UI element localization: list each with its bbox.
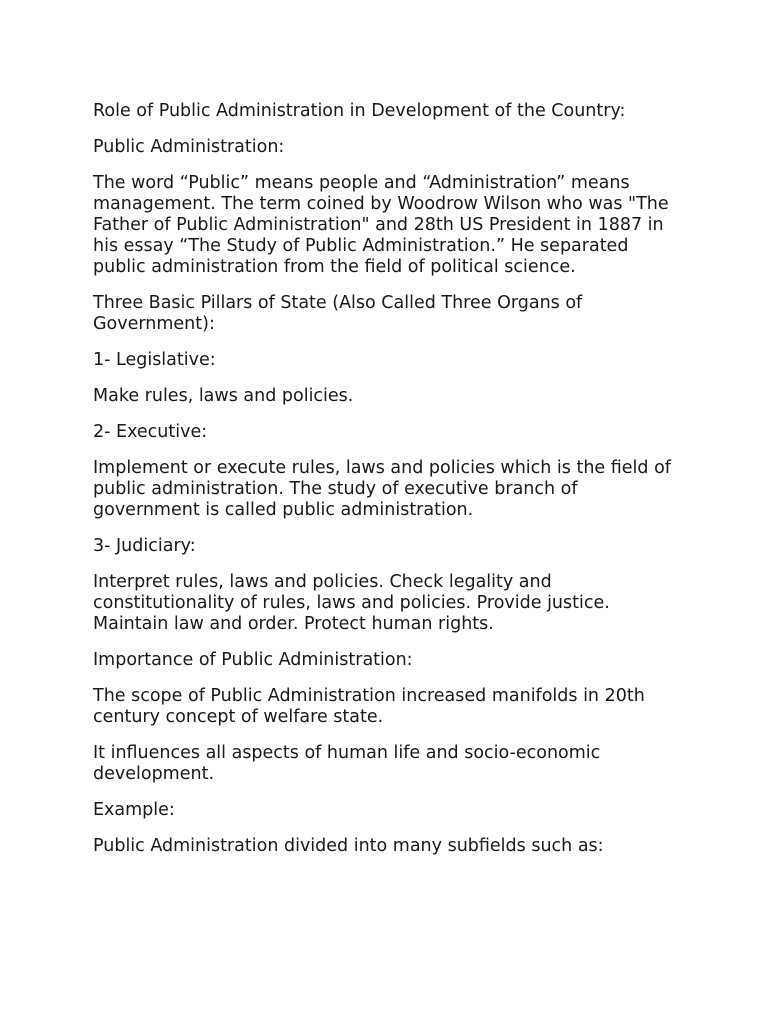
paragraph-judiciary: Interpret rules, laws and policies. Check legality and constitutionality of rules, laws and policies. Provide justice. Maintain law and order. Protect human rights. — [93, 572, 610, 634]
heading-judiciary: 3- Judiciary: — [93, 536, 196, 556]
paragraph-executive: Implement or execute rules, laws and policies which is the field of public administration. The study of executive branch of government is called public administration. — [93, 458, 671, 520]
heading-three-pillars: Three Basic Pillars of State (Also Called Three Organs of Government): — [93, 293, 583, 334]
paragraph-subfields: Public Administration divided into many subfields such as: — [93, 836, 604, 856]
heading-example: Example: — [93, 800, 175, 820]
document-title: Role of Public Administration in Development of the Country: — [93, 101, 626, 121]
heading-public-administration: Public Administration: — [93, 137, 285, 157]
paragraph-scope: The scope of Public Administration increased manifolds in 20th century concept of welfare state. — [93, 686, 645, 727]
heading-legislative: 1- Legislative: — [93, 350, 216, 370]
paragraph-definition: The word “Public” means people and “Administration” means management. The term coined by Woodrow Wilson who was "The Father of Public Administration" and 28th US President in 1887 in his essay “The Study of Public Administration.” He separated public administration from the field of political science. — [93, 173, 669, 277]
paragraph-legislative: Make rules, laws and policies. — [93, 386, 354, 406]
heading-importance: Importance of Public Administration: — [93, 650, 413, 670]
paragraph-influence: It influences all aspects of human life and socio-economic development. — [93, 743, 601, 784]
document-body — [93, 101, 673, 872]
heading-executive: 2- Executive: — [93, 422, 208, 442]
